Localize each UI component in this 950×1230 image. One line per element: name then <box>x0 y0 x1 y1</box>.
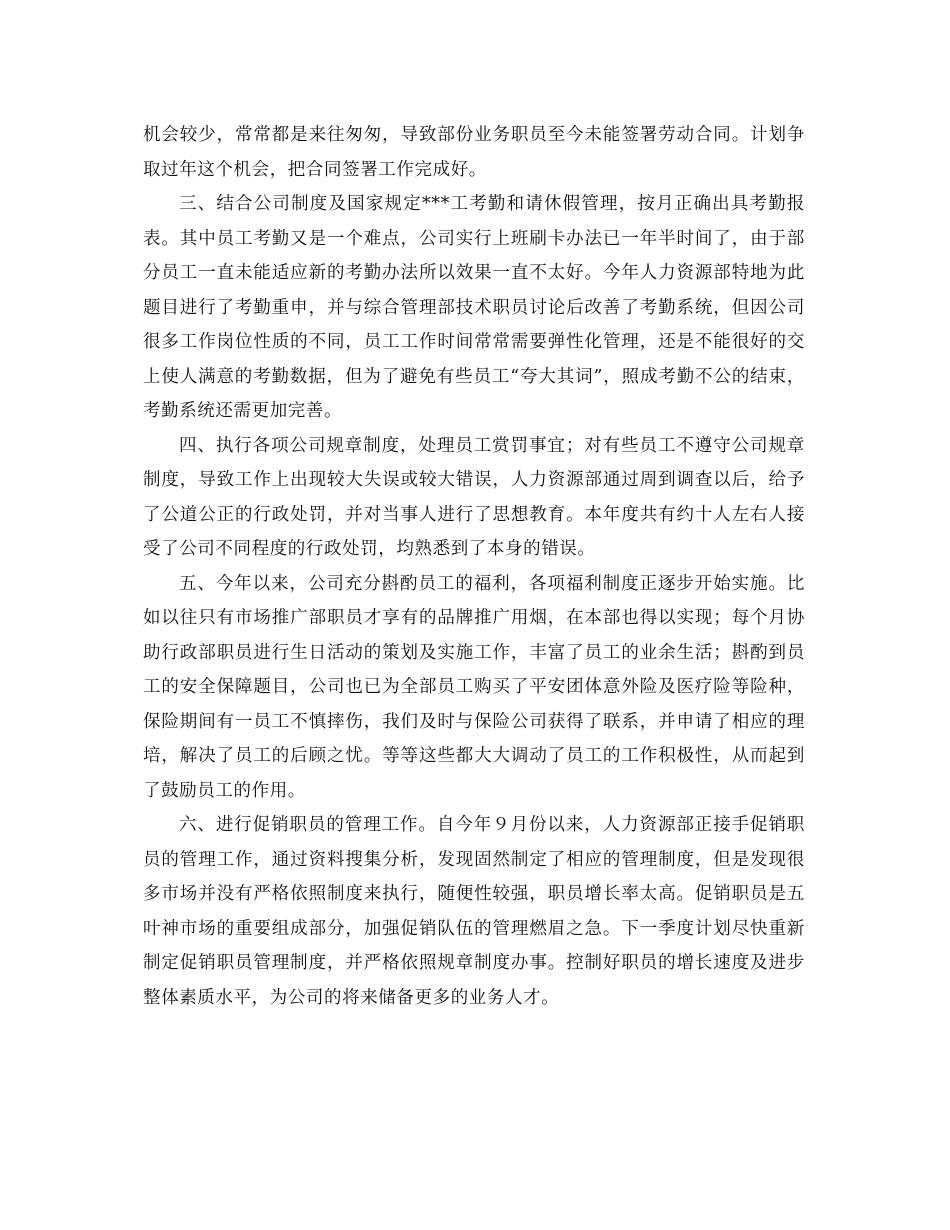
paragraph-welfare: 五、今年以来，公司充分斟酌员工的福利，各项福利制度正逐步开始实施。比如以往只有市场推广部职员才享有的品牌推广用烟，在本部也得以实现；每个月协助行政部职员进行生日活动的策划及实施工作，丰富了员工的业余生活；斟酌到员工的安全保障题目，公司也已为全部员工购买了平安团体意外险及医疗险等险种，保险期间有一员工不慎摔伤，我们及时与保险公司获得了联系，并申请了相应的理培，解决了员工的后顾之忧。等等这些都大大调动了员工的工作积极性，从而起到了鼓励员工的作用。 <box>143 573 805 801</box>
document-page <box>143 118 805 1015</box>
paragraph-continuation: 机会较少，常常都是来往匆匆，导致部份业务职员至今未能签署劳动合同。计划争取过年这个机会，把合同签署工作完成好。 <box>143 125 805 180</box>
paragraph-attendance: 三、结合公司制度及国家规定***工考勤和请休假管理，按月正确出具考勤报表。其中员工考勤又是一个难点，公司实行上班刷卡办法已一年半时间了，由于部分员工一直未能适应新的考勤办法所以效果一直不太好。今年人力资源部特地为此题目进行了考勤重申，并与综合管理部技术职员讨论后改善了考勤系统，但因公司很多工作岗位性质的不同，员工工作时间常常需要弹性化管理，还是不能很好的交上使人满意的考勤数据，但为了避免有些员工“夸大其词”，照成考勤不公的结束，考勤系统还需更加完善。 <box>143 194 805 421</box>
paragraph-promotion-staff: 六、进行促销职员的管理工作。自今年９月份以来，人力资源部正接手促销职员的管理工作，通过资料搜集分析，发现固然制定了相应的管理制度，但是发现很多市场并没有严格依照制度来执行，随便性较强，职员增长率太高。促销职员是五叶神市场的重要组成部分，加强促销队伍的管理燃眉之急。下一季度计划尽快重新制定促销职员管理制度，并严格依照规章制度办事。控制好职员的增长速度及进步整体素质水平，为公司的将来储备更多的业务人才。 <box>143 815 805 1008</box>
paragraph-regulations: 四、执行各项公司规章制度，处理员工赏罚事宜；对有些员工不遵守公司规章制度，导致工作上出现较大失误或较大错误，人力资源部通过周到调查以后，给予了公道公正的行政处罚，并对当事人进行了思想教育。本年度共有约十人左右人接受了公司不同程度的行政处罚，均熟悉到了本身的错误。 <box>143 435 805 559</box>
